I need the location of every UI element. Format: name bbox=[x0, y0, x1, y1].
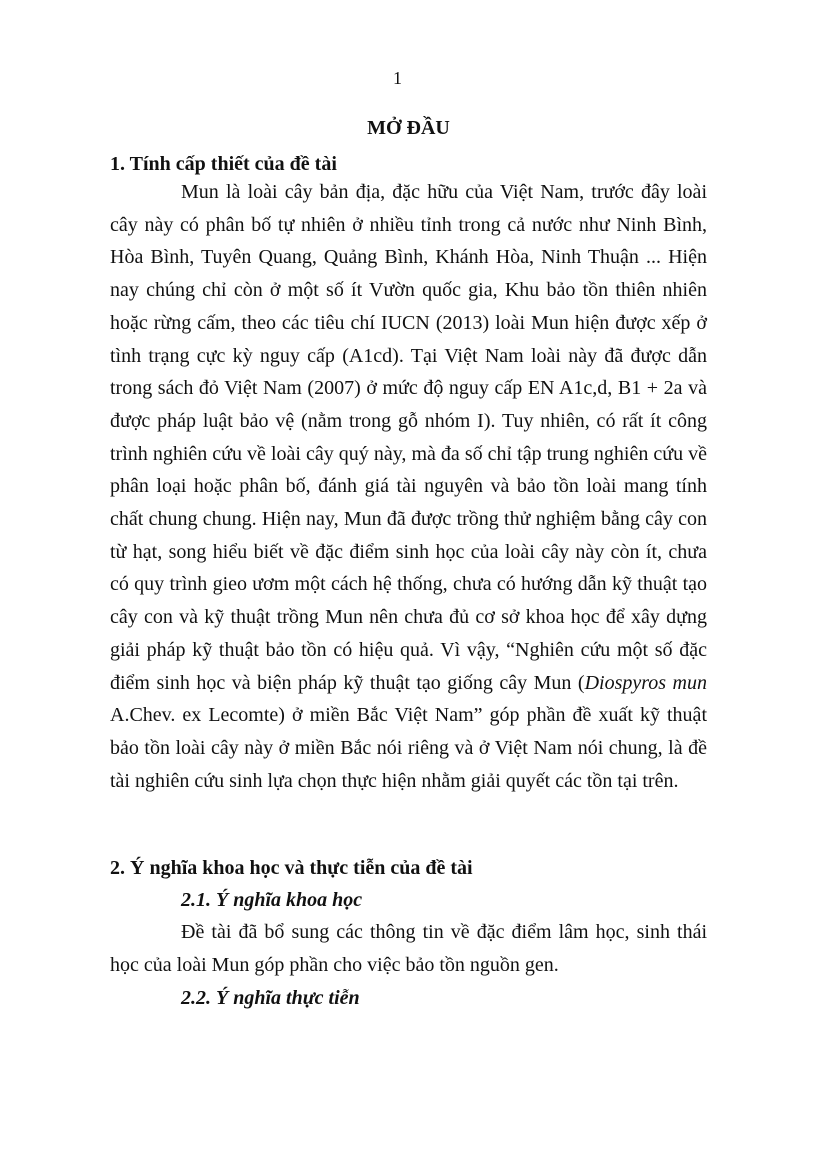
page-number: 1 bbox=[393, 68, 402, 88]
section-2-1-heading: 2.1. Ý nghĩa khoa học bbox=[181, 889, 363, 911]
section-1-paragraph bbox=[110, 176, 707, 797]
section-2-1-paragraph: Đề tài đã bổ sung các thông tin về đặc điểm lâm học, sinh thái học của loài Mun góp phần cho việc bảo tồn nguồn gen. bbox=[110, 921, 707, 976]
section-2-1-body bbox=[110, 916, 707, 981]
species-name: Diospyros mun bbox=[584, 671, 707, 694]
section-1-heading: 1. Tính cấp thiết của đề tài bbox=[110, 153, 337, 175]
section-1-body bbox=[110, 176, 707, 797]
section-1-text-b: A.Chev. ex Lecomte) ở miền Bắc Việt Nam” góp phần đề xuất kỹ thuật bảo tồn loài cây này ở miền Bắc nói riêng và ở Việt Nam nói chung, là đề tài nghiên cứu sinh lựa chọn thực hiện nhằm giải quyết các tồn tại trên. bbox=[110, 704, 707, 792]
page-title: MỞ ĐẦU bbox=[367, 117, 450, 139]
section-2-2-heading: 2.2. Ý nghĩa thực tiễn bbox=[181, 987, 360, 1009]
section-1-text-a: Mun là loài cây bản địa, đặc hữu của Việt Nam, trước đây loài cây này có phân bố tự nhiên ở nhiều tỉnh trong cả nước như Ninh Bình, Hòa Bình, Tuyên Quang, Quảng Bình, Khánh Hòa, Ninh Thuận ... Hiện nay chúng chỉ còn ở một số ít Vườn quốc gia, Khu bảo tồn thiên nhiên hoặc rừng cấm, theo các tiêu chí IUCN (2013) loài Mun hiện được xếp ở tình trạng cực kỳ nguy cấp (A1cd). Tại Việt Nam loài này đã được dẫn trong sách đỏ Việt Nam (2007) ở mức độ nguy cấp EN A1c,d, B1 + 2a và được pháp luật bảo vệ (nằm trong gỗ nhóm I). Tuy nhiên, có rất ít công trình nghiên cứu về loài cây quý này, mà đa số chỉ tập trung nghiên cứu về phân loại hoặc phân bố, đánh giá tài nguyên và bảo tồn loài mang tính chất chung chung. Hiện nay, Mun đã được trồng thử nghiệm bằng cây con từ hạt, song hiểu biết về đặc điểm sinh học của loài cây này còn ít, chưa có quy trình gieo ươm một cách hệ thống, chưa có hướng dẫn kỹ thuật tạo cây con và kỹ thuật trồng Mun nên chưa đủ cơ sở khoa học để xây dựng giải pháp kỹ thuật bảo tồn có hiệu quả. Vì vậy, “Nghiên cứu một số đặc điểm sinh học và biện pháp kỹ thuật tạo giống cây Mun ( bbox=[110, 181, 707, 694]
section-2-heading: 2. Ý nghĩa khoa học và thực tiễn của đề tài bbox=[110, 857, 473, 879]
